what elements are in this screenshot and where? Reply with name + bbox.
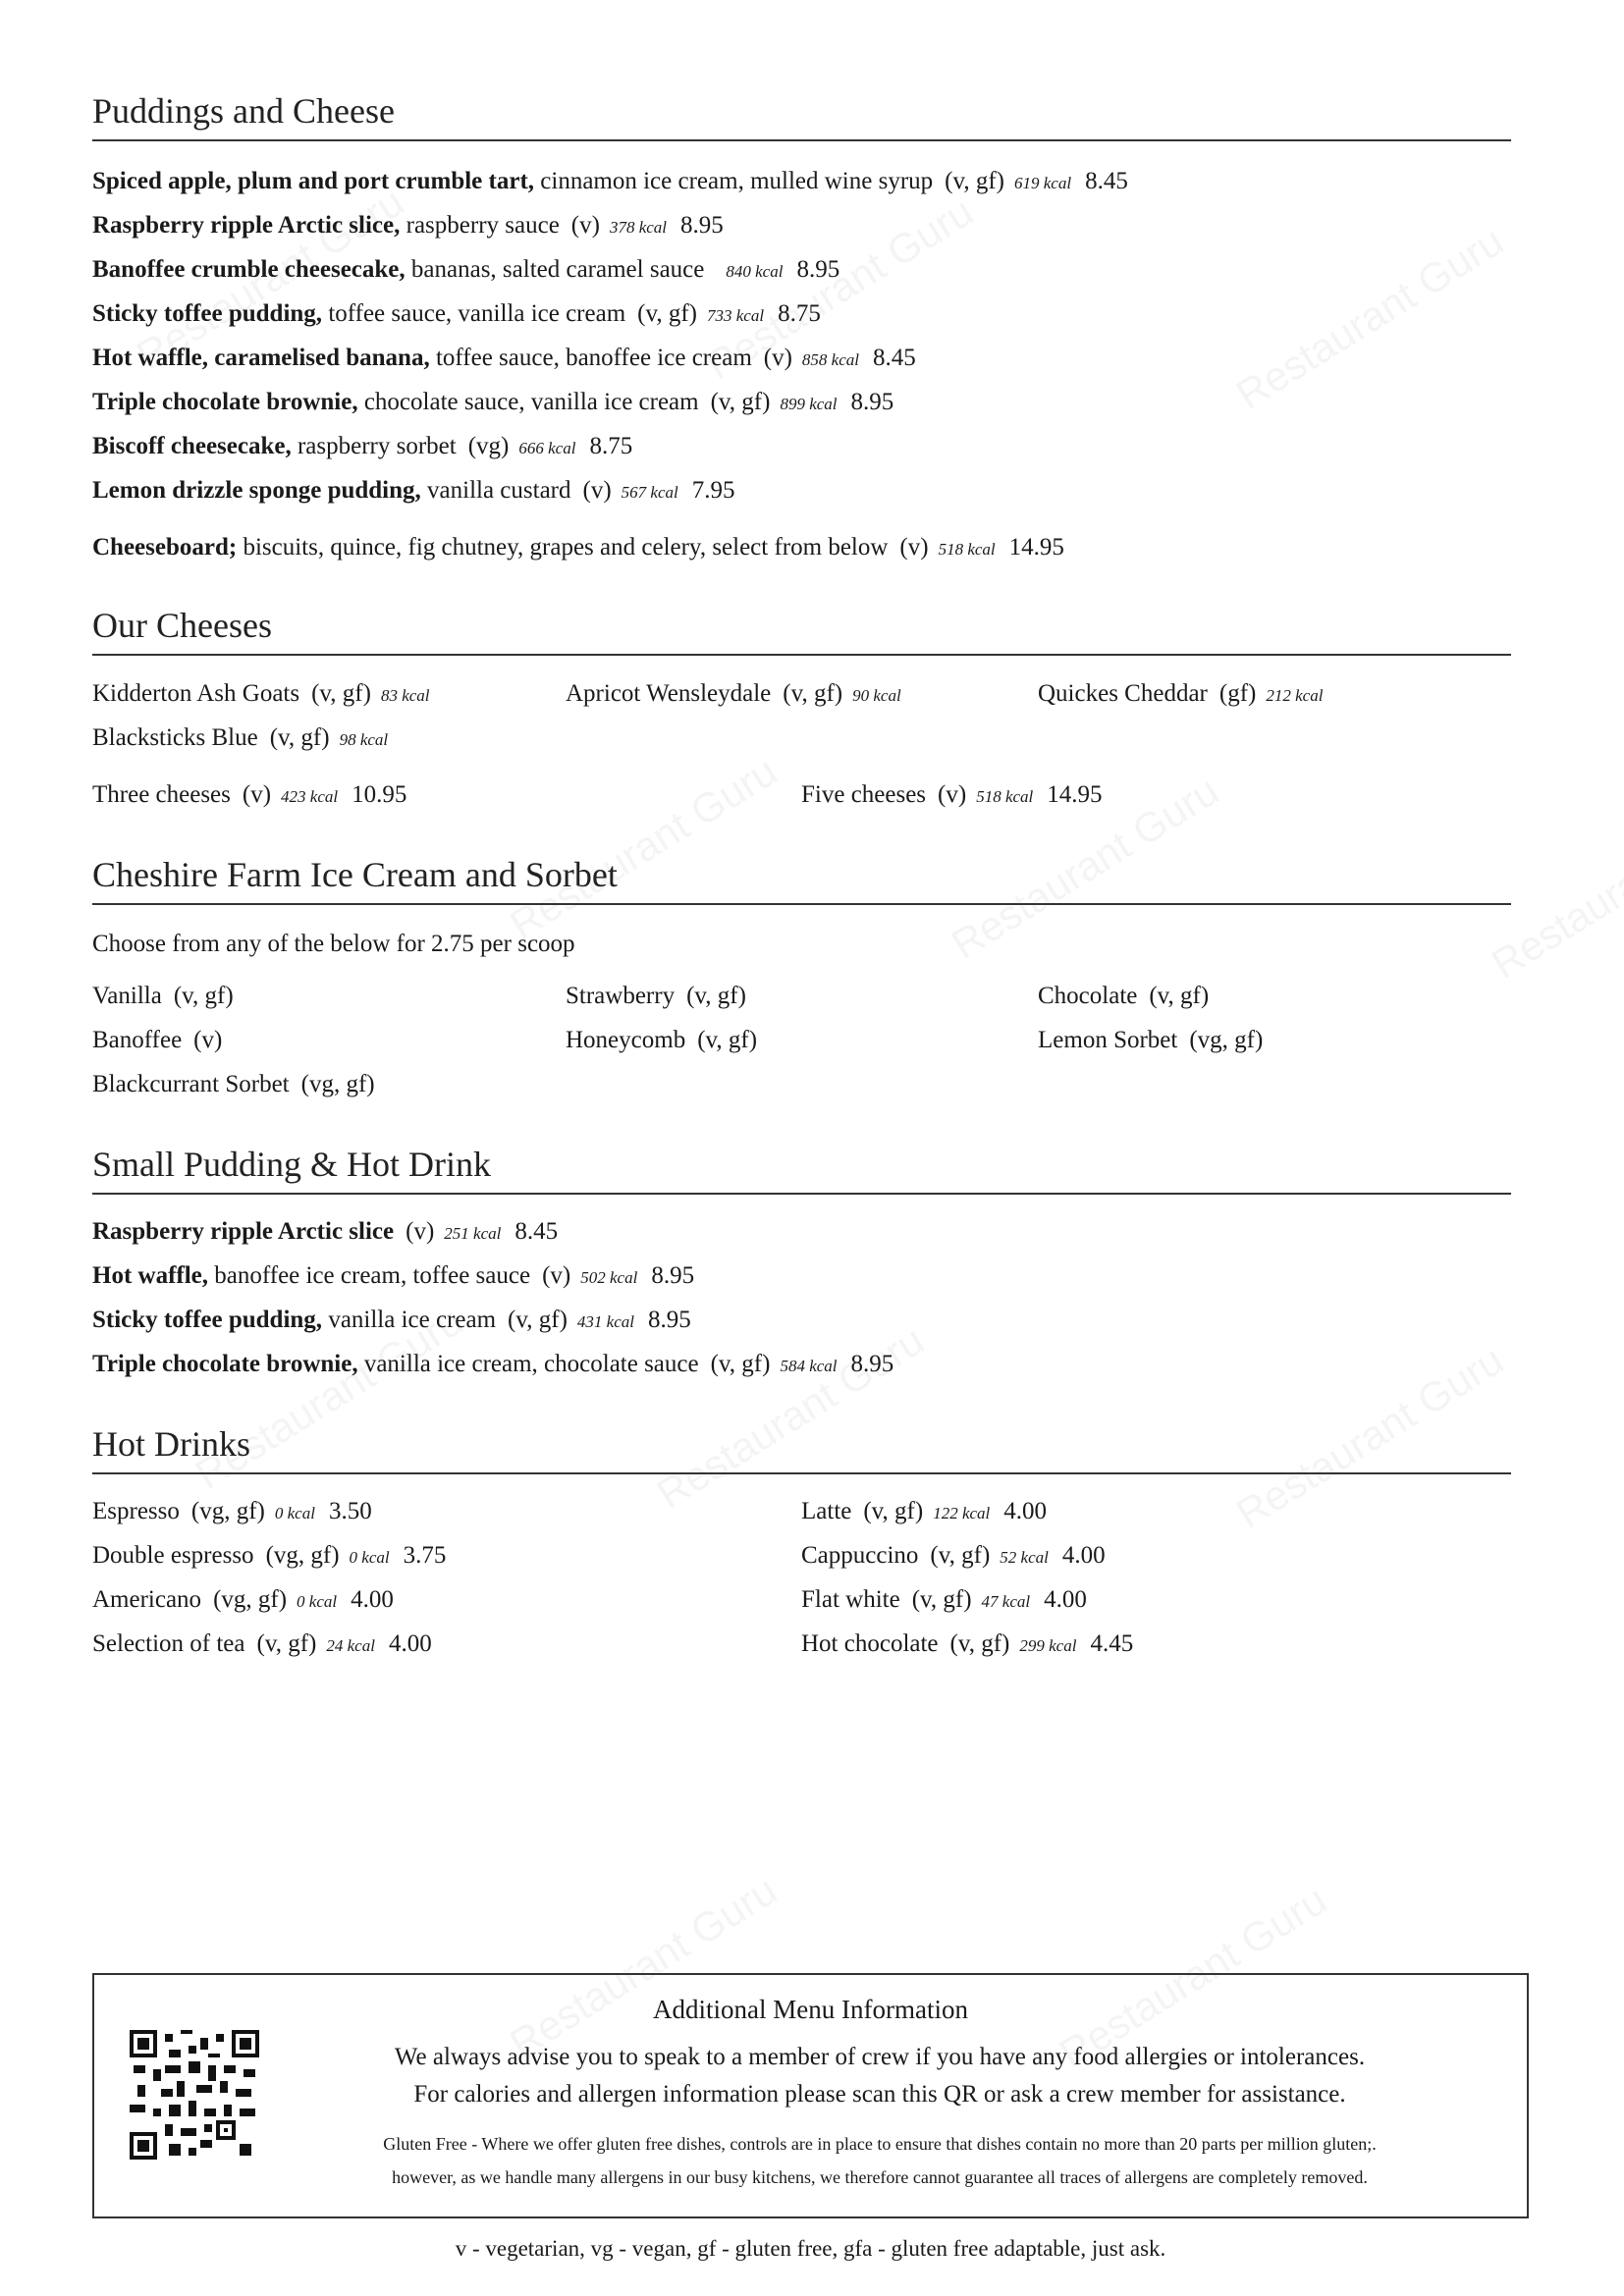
cheeseboard-item: Cheeseboard; biscuits, quince, fig chutney, grapes and celery, select from below (v) 518 kcal 14.95 <box>92 534 1064 561</box>
drink-item: Latte (v, gf) 122 kcal 4.00 <box>801 1498 1048 1524</box>
menu-item: Sticky toffee pudding, vanilla ice cream (v, gf) 431 kcal 8.95 <box>92 1307 691 1333</box>
icecream-item: Chocolate (v, gf) <box>1038 983 1210 1009</box>
cheese-option: Three cheeses (v) 423 kcal 10.95 <box>92 781 407 808</box>
cheese-item: Blacksticks Blue (v, gf) 98 kcal <box>92 724 389 751</box>
menu-item: Biscoff cheesecake, raspberry sorbet (vg) 666 kcal 8.75 <box>92 433 633 459</box>
allergen-disclaimer: however, as we handle many allergens in our busy kitchens, we therefore cannot guarantee all traces of allergens are completely removed. <box>392 2167 1368 2187</box>
watermark-text <box>649 1316 933 1518</box>
cheese-option: Five cheeses (v) 518 kcal 14.95 <box>801 781 1103 808</box>
watermark-text <box>502 747 785 948</box>
section-divider <box>92 903 1511 905</box>
drink-item: Double espresso (vg, gf) 0 kcal 3.75 <box>92 1542 447 1569</box>
section-divider <box>92 654 1511 656</box>
icecream-item: Vanilla (v, gf) <box>92 983 234 1009</box>
section-title-cheeses: Our Cheeses <box>92 606 272 645</box>
icecream-item: Lemon Sorbet (vg, gf) <box>1038 1027 1264 1053</box>
section-title-puddings: Puddings and Cheese <box>92 91 395 131</box>
menu-item: Raspberry ripple Arctic slice (v) 251 kcal 8.45 <box>92 1218 559 1245</box>
menu-item: Lemon drizzle sponge pudding, vanilla custard (v) 567 kcal 7.95 <box>92 477 735 504</box>
watermark-text <box>1228 217 1512 418</box>
menu-item: Raspberry ripple Arctic slice, raspberry sauce (v) 378 kcal 8.95 <box>92 212 724 239</box>
allergen-info-text: For calories and allergen information please scan this QR or ask a crew member for assistance. <box>413 2081 1346 2108</box>
section-divider <box>92 139 1511 141</box>
cheese-item: Apricot Wensleydale (v, gf) 90 kcal <box>566 680 901 707</box>
icecream-item: Blackcurrant Sorbet (vg, gf) <box>92 1071 375 1097</box>
dietary-key-footer: v - vegetarian, vg - vegan, gf - gluten free, gfa - gluten free adaptable, just ask. <box>455 2236 1166 2261</box>
section-title-small-pudding: Small Pudding & Hot Drink <box>92 1145 492 1184</box>
menu-item: Hot waffle, caramelised banana, toffee sauce, banoffee ice cream (v) 858 kcal 8.45 <box>92 345 916 371</box>
drink-item: Flat white (v, gf) 47 kcal 4.00 <box>801 1586 1087 1613</box>
menu-item: Spiced apple, plum and port crumble tart, cinnamon ice cream, mulled wine syrup (v, gf) 619 kcal 8.45 <box>92 168 1128 194</box>
additional-info-box <box>92 1973 1529 2218</box>
info-title: Additional Menu Information <box>653 1995 968 2024</box>
section-divider <box>92 1472 1511 1474</box>
drink-item: Espresso (vg, gf) 0 kcal 3.50 <box>92 1498 372 1524</box>
section-title-icecream: Cheshire Farm Ice Cream and Sorbet <box>92 855 618 894</box>
icecream-item: Strawberry (v, gf) <box>566 983 746 1009</box>
section-title-hot-drinks: Hot Drinks <box>92 1424 250 1464</box>
icecream-item: Banoffee (v) <box>92 1027 223 1053</box>
cheese-item: Quickes Cheddar (gf) 212 kcal <box>1038 680 1324 707</box>
menu-item: Triple chocolate brownie, chocolate sauce, vanilla ice cream (v, gf) 899 kcal 8.95 <box>92 389 894 415</box>
icecream-intro: Choose from any of the below for 2.75 per scoop <box>92 931 575 957</box>
gluten-free-note: Gluten Free - Where we offer gluten free dishes, controls are in place to ensure that dishes contain no more than 20 parts per million gluten;. <box>383 2134 1377 2154</box>
icecream-item: Honeycomb (v, gf) <box>566 1027 758 1053</box>
menu-item: Banoffee crumble cheesecake, bananas, salted caramel sauce 840 kcal 8.95 <box>92 256 840 283</box>
watermark-text <box>1228 1336 1512 1537</box>
drink-item: Americano (vg, gf) 0 kcal 4.00 <box>92 1586 394 1613</box>
qr-code-icon[interactable] <box>130 2030 259 2160</box>
menu-item: Hot waffle, banoffee ice cream, toffee sauce (v) 502 kcal 8.95 <box>92 1262 695 1289</box>
allergy-advice-text: We always advise you to speak to a member of crew if you have any food allergies or intolerances. <box>394 2044 1366 2070</box>
menu-item: Triple chocolate brownie, vanilla ice cream, chocolate sauce (v, gf) 584 kcal 8.95 <box>92 1351 894 1377</box>
menu-item: Sticky toffee pudding, toffee sauce, vanilla ice cream (v, gf) 733 kcal 8.75 <box>92 300 821 327</box>
watermark-text <box>1484 786 1624 988</box>
cheese-item: Kidderton Ash Goats (v, gf) 83 kcal <box>92 680 430 707</box>
drink-item: Hot chocolate (v, gf) 299 kcal 4.45 <box>801 1630 1134 1657</box>
drink-item: Selection of tea (v, gf) 24 kcal 4.00 <box>92 1630 432 1657</box>
section-divider <box>92 1193 1511 1195</box>
drink-item: Cappuccino (v, gf) 52 kcal 4.00 <box>801 1542 1106 1569</box>
